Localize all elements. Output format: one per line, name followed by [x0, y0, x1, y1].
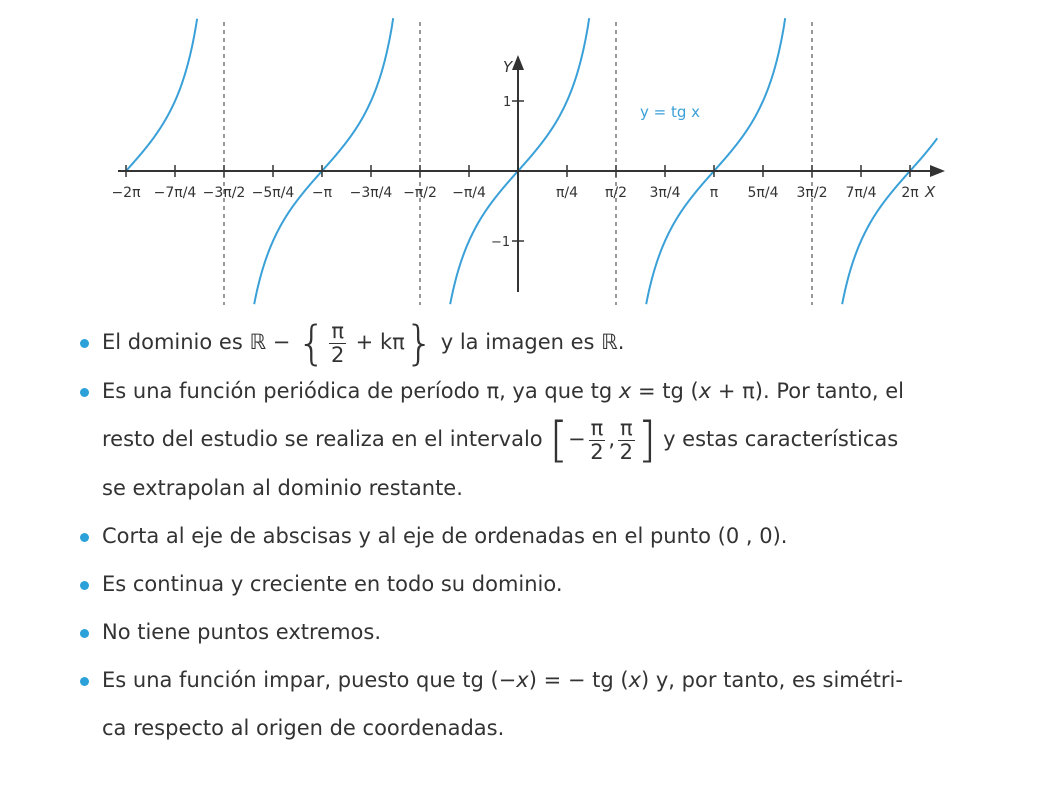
text-odd-a: Es una función impar, puesto que tg (−: [102, 668, 517, 692]
function-label: y = tg x: [640, 103, 701, 121]
x-tick-label: 3π/4: [649, 185, 681, 201]
x-tick-label: −5π/4: [251, 185, 295, 201]
y-axis-arrow: [512, 55, 524, 70]
tangent-curves: [126, 18, 937, 304]
bullet-domain: [78, 316, 993, 370]
text-periodic-d: resto del estudio se realiza en el intervalo: [102, 427, 543, 451]
text-periodic-b: = tg (: [638, 379, 699, 403]
var-x: x: [618, 379, 632, 403]
tangent-branch: [251, 18, 393, 304]
x-tick-label: π/4: [555, 185, 579, 201]
x-tick-label: 3π/2: [796, 185, 828, 201]
y-tick-label-minus1: −1: [491, 235, 511, 250]
x-tick-label: π/2: [604, 185, 628, 201]
x-tick-label: −3π/2: [202, 185, 246, 201]
tangent-branch: [646, 18, 785, 304]
text-domain-end: y la imagen es ℝ.: [440, 330, 625, 354]
x-tick-label: 7π/4: [845, 185, 877, 201]
fraction-pi-over-2: [618, 417, 635, 462]
text-k-pi: + kπ: [355, 330, 405, 354]
bullet-odd: [78, 656, 993, 752]
var-x: x: [516, 668, 529, 692]
x-tick-label: −π/2: [403, 185, 437, 201]
bullet-periodic: [78, 367, 993, 512]
x-tick-label: −π/4: [452, 185, 486, 201]
text-odd-b: ) = − tg (: [528, 668, 629, 692]
text-periodic-e: y estas características: [663, 427, 899, 451]
brace-open: {: [297, 316, 327, 370]
fraction-den: 2: [330, 342, 345, 367]
x-tick-label: −π: [311, 185, 333, 201]
fraction-pi-over-2: [589, 417, 606, 462]
bullet-extremes: No tiene puntos extremos.: [78, 608, 993, 656]
fraction-den: 2: [619, 439, 634, 464]
x-axis-name: X: [925, 183, 936, 201]
x-tick-label: 5π/4: [747, 185, 779, 201]
x-tick-label: 2π: [901, 185, 919, 201]
x-tick-label: −7π/4: [153, 185, 197, 201]
text-odd-d: ca respecto al origen de coordenadas.: [102, 716, 505, 740]
text-periodic-f: se extrapolan al dominio restante.: [102, 476, 463, 500]
text-odd-c: ) y, por tanto, es simétri-: [641, 668, 903, 692]
properties-list: [78, 318, 993, 752]
y-tick-label-1: 1: [503, 95, 512, 110]
text-domain-start: El dominio es ℝ −: [102, 330, 291, 354]
tangent-branch: [842, 138, 937, 304]
x-tick-label: π: [709, 185, 719, 201]
var-x: x: [628, 668, 641, 692]
fraction-num: π: [331, 319, 344, 344]
tangent-graph: [0, 0, 1058, 310]
x-axis-arrow: [930, 165, 945, 177]
minus-sign: −: [568, 427, 586, 451]
bracket-open: [: [549, 412, 569, 468]
text-periodic-a: Es una función periódica de período π, ya que tg: [102, 379, 613, 403]
y-axis-name: Y: [503, 58, 513, 76]
brace-close: }: [404, 316, 435, 370]
fraction-num: π: [590, 416, 604, 441]
comma: ,: [608, 427, 615, 451]
var-x: x: [698, 379, 712, 403]
tangent-branch: [126, 19, 197, 171]
text-periodic-c: + π). Por tanto, el: [717, 379, 904, 403]
fraction-den: 2: [590, 439, 604, 464]
fraction-pi-over-2: [329, 320, 346, 365]
x-tick-label: −3π/4: [349, 185, 393, 201]
x-tick-label: −2π: [111, 185, 141, 201]
bracket-close: ]: [637, 412, 657, 468]
bullet-intercepts: Corta al eje de abscisas y al eje de ordenadas en el punto (0 , 0).: [78, 512, 993, 560]
bullet-continuous: Es continua y creciente en todo su dominio.: [78, 560, 993, 608]
fraction-num: π: [620, 416, 633, 441]
